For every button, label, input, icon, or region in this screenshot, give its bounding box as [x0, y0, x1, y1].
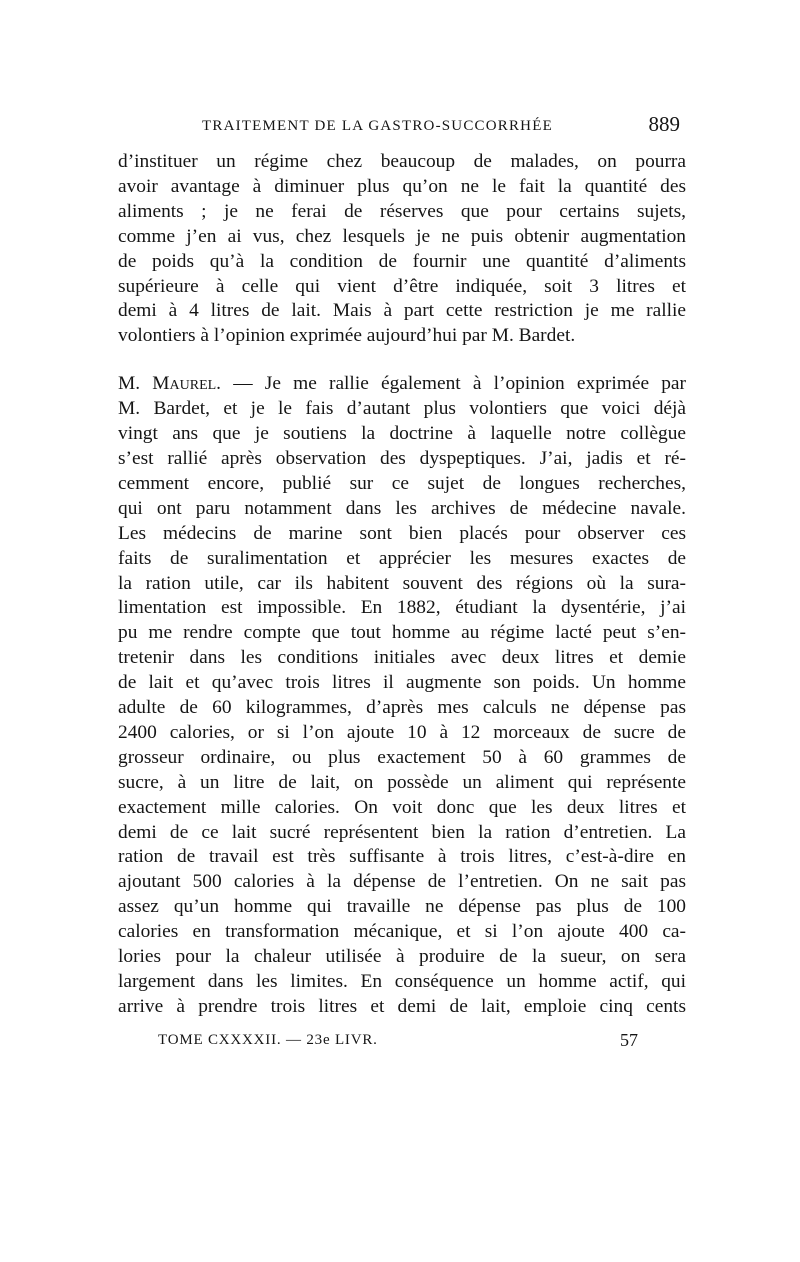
text-line: calories en transformation mécanique, et si l’on ajoute 400 ca-: [118, 921, 686, 943]
text-line: vingt ans que je soutiens la doctrine à laquelle notre collègue: [118, 423, 686, 445]
text-line: 2400 calories, or si l’on ajoute 10 à 12 morceaux de sucre de: [118, 721, 686, 743]
text-line: ration de travail est très suffisante à trois litres, c’est-à-dire en: [118, 846, 686, 868]
text-line: volontiers à l’opinion exprimée aujourd’hui par M. Bardet.: [118, 325, 576, 347]
text-line: aliments ; je ne ferai de réserves que pour certains sujets,: [118, 200, 686, 222]
text-line: s’est rallié après observation des dyspeptiques. J’ai, jadis et ré-: [118, 447, 686, 469]
text-line: de lait et qu’avec trois litres il augmente son poids. Un homme: [118, 672, 686, 694]
text-line: demi de ce lait sucré représentent bien la ration d’entretien. La: [118, 821, 686, 843]
text-line: adulte de 60 kilogrammes, d’après mes calculs ne dépense pas: [118, 697, 686, 719]
page-footer: [118, 1030, 686, 1060]
running-title: TRAITEMENT DE LA GASTRO-SUCCORRHÉE: [202, 118, 553, 134]
text-line: sucre, à un litre de lait, on possède un aliment qui représente: [118, 771, 686, 793]
text-line: lories pour la chaleur utilisée à produire de la sueur, on sera: [118, 946, 686, 968]
text-line: qui ont paru notamment dans les archives de médecine navale.: [118, 497, 686, 519]
speaker-name: M. Maurel.: [118, 373, 222, 395]
running-head: [118, 108, 686, 148]
signature-mark: TOME CXXXXII. — 23e LIVR.: [158, 1031, 378, 1048]
first-line-rest: — Je me rallie également à l’opinion exprimée par: [221, 373, 686, 395]
page-number: 889: [648, 112, 680, 136]
text-line: cemment encore, publié sur ce sujet de longues recherches,: [118, 472, 686, 494]
text-line: ajoutant 500 calories à la dépense de l’entretien. On ne sait pas: [118, 871, 686, 893]
text-line-first: [118, 372, 686, 397]
text-line: demi à 4 litres de lait. Mais à part cette restriction je me rallie: [118, 300, 686, 322]
text-line: pu me rendre compte que tout homme au régime lacté peut s’en-: [118, 622, 686, 644]
paragraph-2: [118, 372, 686, 1020]
text-line: largement dans les limites. En conséquence un homme actif, qui: [118, 971, 686, 992]
text-line: exactement mille calories. On voit donc que les deux litres et: [118, 796, 686, 818]
text-line: comme j’en ai vus, chez lesquels je ne puis obtenir augmentation: [118, 225, 686, 247]
text-line: faits de suralimentation et apprécier les mesures exactes de: [118, 547, 686, 569]
paragraph-1: [118, 150, 686, 349]
document-page: [118, 108, 686, 1060]
text-line: avoir avantage à diminuer plus qu’on ne le fait la quantité des: [118, 175, 686, 197]
text-line: assez qu’un homme qui travaille ne dépense pas plus de 100: [118, 896, 686, 918]
text-line: arrive à prendre trois litres et demi de lait, emploie cinq cents: [118, 995, 686, 1017]
text-line: tretenir dans les conditions initiales avec deux litres et demie: [118, 647, 686, 669]
text-line: d’instituer un régime chez beaucoup de malades, on pourra: [118, 151, 686, 172]
text-line: la ration utile, car ils habitent souvent des régions où la sura-: [118, 572, 686, 594]
text-line: M. Bardet, et je le fais d’autant plus volontiers que voici déjà: [118, 398, 686, 420]
text-line: Les médecins de marine sont bien placés pour observer ces: [118, 522, 686, 544]
text-line: limentation est impossible. En 1882, étudiant la dysentérie, j’ai: [118, 597, 686, 619]
sheet-number: 57: [620, 1029, 638, 1050]
text-line: supérieure à celle qui vient d’être indiquée, soit 3 litres et: [118, 275, 686, 297]
text-line: de poids qu’à la condition de fournir une quantité d’aliments: [118, 250, 686, 272]
text-line: grosseur ordinaire, ou plus exactement 50 à 60 grammes de: [118, 746, 686, 768]
